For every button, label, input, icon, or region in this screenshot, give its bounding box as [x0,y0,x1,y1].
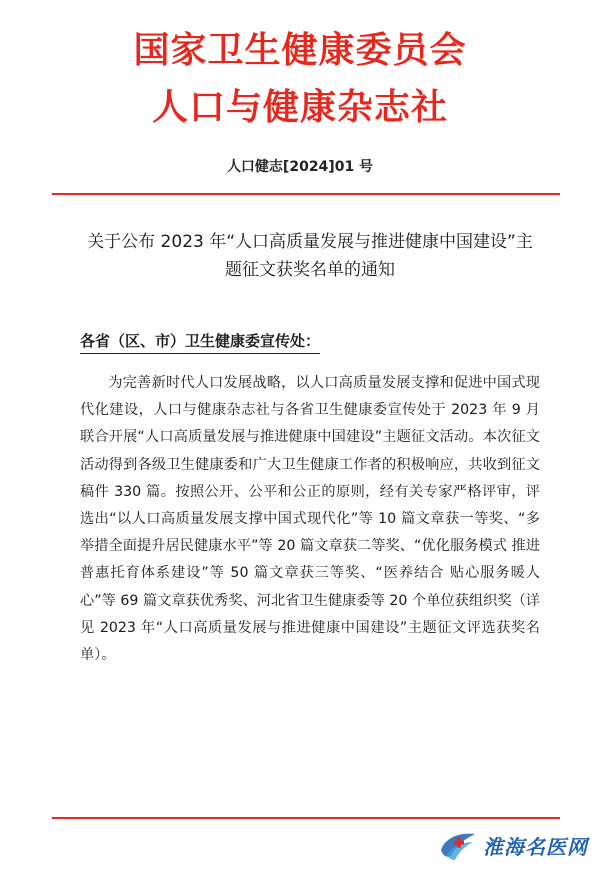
letterhead-org-line-2: 人口与健康杂志社 [151,87,448,128]
letterhead-divider [52,193,560,195]
notice-body: 为完善新时代人口发展战略，以人口高质量发展支撑和促进中国式现代化建设，人口与健康杂志社与各省卫生健康委宣传处于 2023 年 9 月联合开展“人口高质量发展与推进健康中国建设”主题征文活动。本次征文活动得到各级卫生健康委和广大卫生健康工作者的积极响应，共收到征文稿件 330 篇。按照公开、公平和公正的原则，经有关专家严格评审，评选出“以人口高质量发展支撑中国式现代化”等 10 篇文章获一等奖、“多举措全面提升居民健康水平”等 20 篇文章获二等奖、“优化服务模式 推进普惠托育体系建设”等 50 篇文章获三等奖、“医养结合 贴心服务暖人心”等 69 篇文章获优秀奖、河北省卫生健康委等 20 个单位获组织奖（详见 2023 年“人口高质量发展与推进健康中国建设”主题征文评选获奖名单）。 [80,375,540,664]
watermark-text: 淮海名医网 [483,834,588,859]
notice-title: 关于公布 2023 年“人口高质量发展与推进健康中国建设”主题征文获奖名单的通知 [87,232,533,280]
watermark [437,828,588,862]
footer-divider [52,817,560,819]
document-number: 人口健志[2024]01 号 [226,159,374,175]
salutation: 各省（区、市）卫生健康委宣传处： [80,330,320,354]
letterhead-org-line-1: 国家卫生健康委员会 [133,30,467,71]
medical-cross-logo-icon [437,828,479,862]
